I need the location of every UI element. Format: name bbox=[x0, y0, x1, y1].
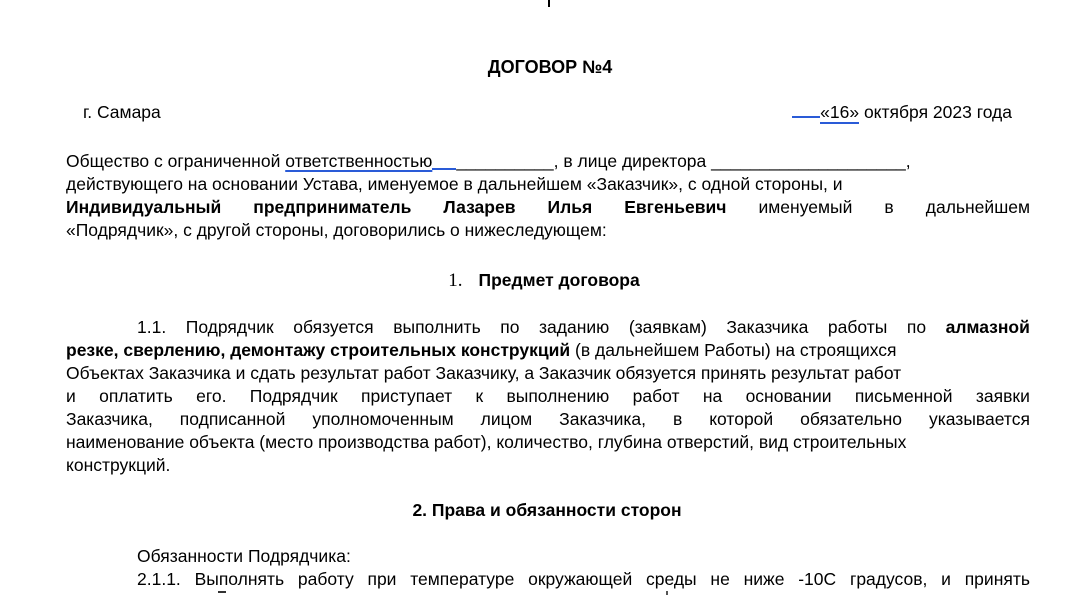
spellcheck-word[interactable]: ответственностью bbox=[285, 151, 433, 171]
clause-1-1-line-4: и оплатить его. Подрядчик приступает к выполнению работ на основании письменной заявки bbox=[66, 386, 1030, 406]
clause-1-1-line-5: Заказчика, подписанной уполномоченным лицом Заказчика, в которой обязательно указывается bbox=[66, 409, 1030, 429]
section-1-title: Предмет договора bbox=[478, 270, 640, 290]
section-2-subheading: Обязанности Подрядчика: bbox=[137, 546, 351, 566]
contract-date bbox=[792, 102, 1012, 123]
clause-1-1-line-7: конструкций. bbox=[66, 455, 171, 475]
clause-1-1-line-2: резке, сверлению, демонтажу строительных конструкций (в дальнейшем Работы) на строящихся bbox=[66, 340, 897, 360]
cut-off-next-line bbox=[196, 591, 696, 596]
spellcheck-underline bbox=[792, 102, 820, 118]
clause-1-1-paragraph bbox=[66, 316, 1030, 477]
clause-1-1-line-3: Объектах Заказчика и сдать результат работ Заказчику, а Заказчик обязуется принять результат работ bbox=[66, 363, 902, 383]
spellcheck-underline bbox=[432, 152, 456, 170]
preamble-line-1: Общество с ограниченной ответственностью __________, в лице директора ____________________, bbox=[66, 151, 911, 171]
section-1-heading bbox=[0, 270, 1088, 292]
preamble-line-2: действующего на основании Устава, именуемое в дальнейшем «Заказчик», с одной стороны, и bbox=[66, 174, 843, 194]
section-2-heading: 2. Права и обязанности сторон bbox=[412, 500, 682, 520]
document-title: ДОГОВОР №4 bbox=[487, 57, 613, 77]
clause-1-1-line-1: 1.1. Подрядчик обязуется выполнить по заданию (заявкам) Заказчика работы по алмазной bbox=[137, 317, 1030, 337]
clause-2-1-1-line-1: 2.1.1. Выполнять работу при температуре окружающей среды не ниже -10С градусов, и принять bbox=[137, 569, 1030, 589]
preamble-line-3: Индивидуальный предприниматель Лазарев Илья Евгеньевич именуемый в дальнейшем bbox=[66, 197, 1030, 217]
preamble-paragraph bbox=[66, 150, 1030, 242]
text-cursor-mark bbox=[548, 0, 550, 7]
preamble-line-4: «Подрядчик», с другой стороны, договорились о нижеследующем: bbox=[66, 220, 607, 240]
clause-1-1-line-6: наименование объекта (место производства работ), количество, глубина отверстий, вид строительных bbox=[66, 432, 907, 452]
date-day: «16» bbox=[820, 102, 860, 122]
contract-city: г. Самара bbox=[83, 102, 161, 122]
date-rest: октября 2023 года bbox=[859, 102, 1012, 122]
section-1-number: 1. bbox=[448, 270, 463, 291]
